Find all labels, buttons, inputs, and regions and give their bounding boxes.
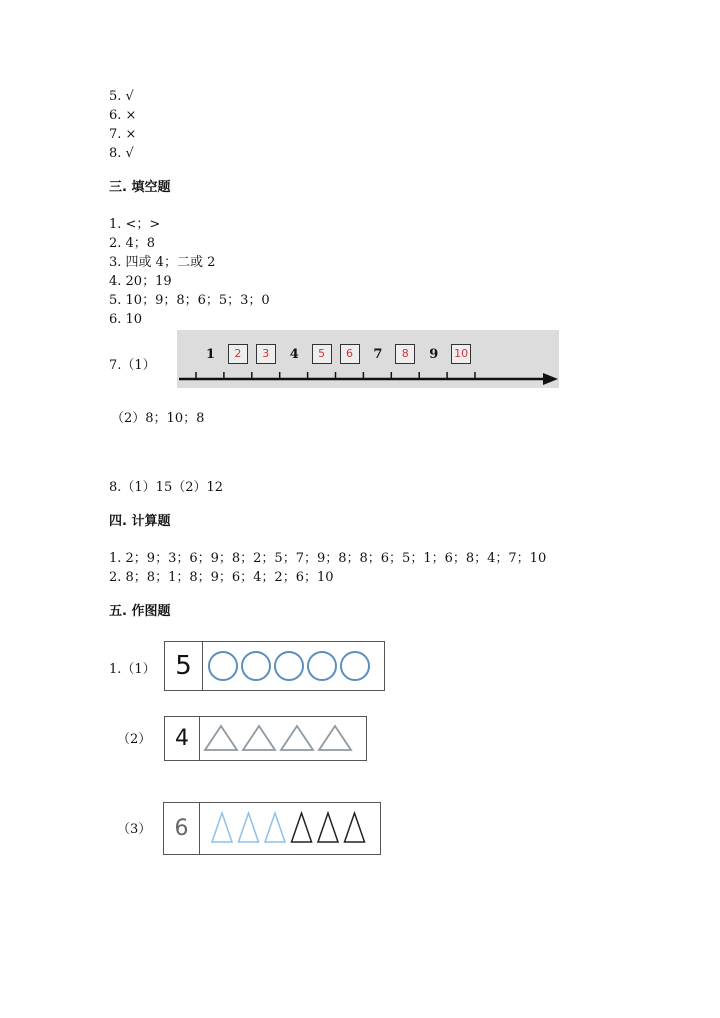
fill-answer-6: 6. 10 [109,312,143,327]
thin-triangles-drawing [200,803,380,854]
number-line-label: 1 [206,347,216,362]
arrow-right-icon [543,373,558,385]
number-line-figure [177,330,559,388]
judge-answer-8: 8. √ [109,146,134,161]
number-line-answer-box: 2 [228,344,248,364]
judge-answer-6: 6. × [109,108,137,123]
fill-answer-4: 4. 20；19 [109,274,172,289]
drawing-number-3: 6 [164,803,200,854]
drawing-box-3 [163,802,381,855]
circle-shape [242,652,270,680]
fill-answer-2: 2. 4；8 [109,236,156,251]
circle-shape [209,652,237,680]
triangles-drawing [200,717,366,760]
section-heading-calculation: 四. 计算题 [109,514,171,529]
number-line-label: 9 [429,347,439,362]
fill-answer-3: 3. 四或 4；二或 2 [109,255,216,270]
thin-triangle-shape [239,813,259,842]
judge-answer-5: 5. √ [109,89,134,104]
drawing-box-1 [164,641,385,691]
circle-shape [308,652,336,680]
section-heading-fill-blank: 三. 填空题 [109,180,171,195]
thin-triangle-shape [318,813,338,842]
thin-triangle-shape [212,813,232,842]
drawing-box-2 [164,716,367,761]
number-line-answer-box: 3 [256,344,276,364]
calc-answer-1: 1. 2；9；3；6；9；8；2；5；7；9；8；8；6；5；1；6；8；4；7；10 [109,551,547,566]
triangle-shape [205,726,237,750]
drawing-label-3: （3） [117,822,152,837]
number-line-label: 7 [373,347,383,362]
triangle-shape [243,726,275,750]
thin-triangle-shape [265,813,285,842]
judge-answer-7: 7. × [109,127,137,142]
number-line-answer-box: 6 [340,344,360,364]
fill-answer-7-part2: （2）8；10；8 [111,411,205,426]
circle-shape [341,652,369,680]
number-line-answer-box: 10 [451,344,471,364]
thin-triangle-shape [345,813,365,842]
fill-answer-7-label: 7.（1） [109,358,156,373]
triangle-shape [281,726,313,750]
thin-triangle-shape [292,813,312,842]
drawing-label-2: （2） [117,732,152,747]
number-line-answer-box: 5 [312,344,332,364]
triangle-shape [319,726,351,750]
number-line-label: 4 [289,347,299,362]
fill-answer-5: 5. 10；9；8；6；5；3；0 [109,293,270,308]
circle-shape [275,652,303,680]
drawing-number-2: 4 [165,717,200,760]
drawing-number-1: 5 [165,642,203,690]
drawing-label-1: 1.（1） [109,662,156,677]
calc-answer-2: 2. 8；8；1；8；9；6；4；2；6；10 [109,570,334,585]
circles-drawing [203,642,384,690]
fill-answer-8: 8.（1）15（2）12 [109,480,224,495]
section-heading-drawing: 五. 作图题 [109,604,171,619]
number-line-answer-box: 8 [395,344,415,364]
fill-answer-1: 1. <；> [109,217,161,232]
